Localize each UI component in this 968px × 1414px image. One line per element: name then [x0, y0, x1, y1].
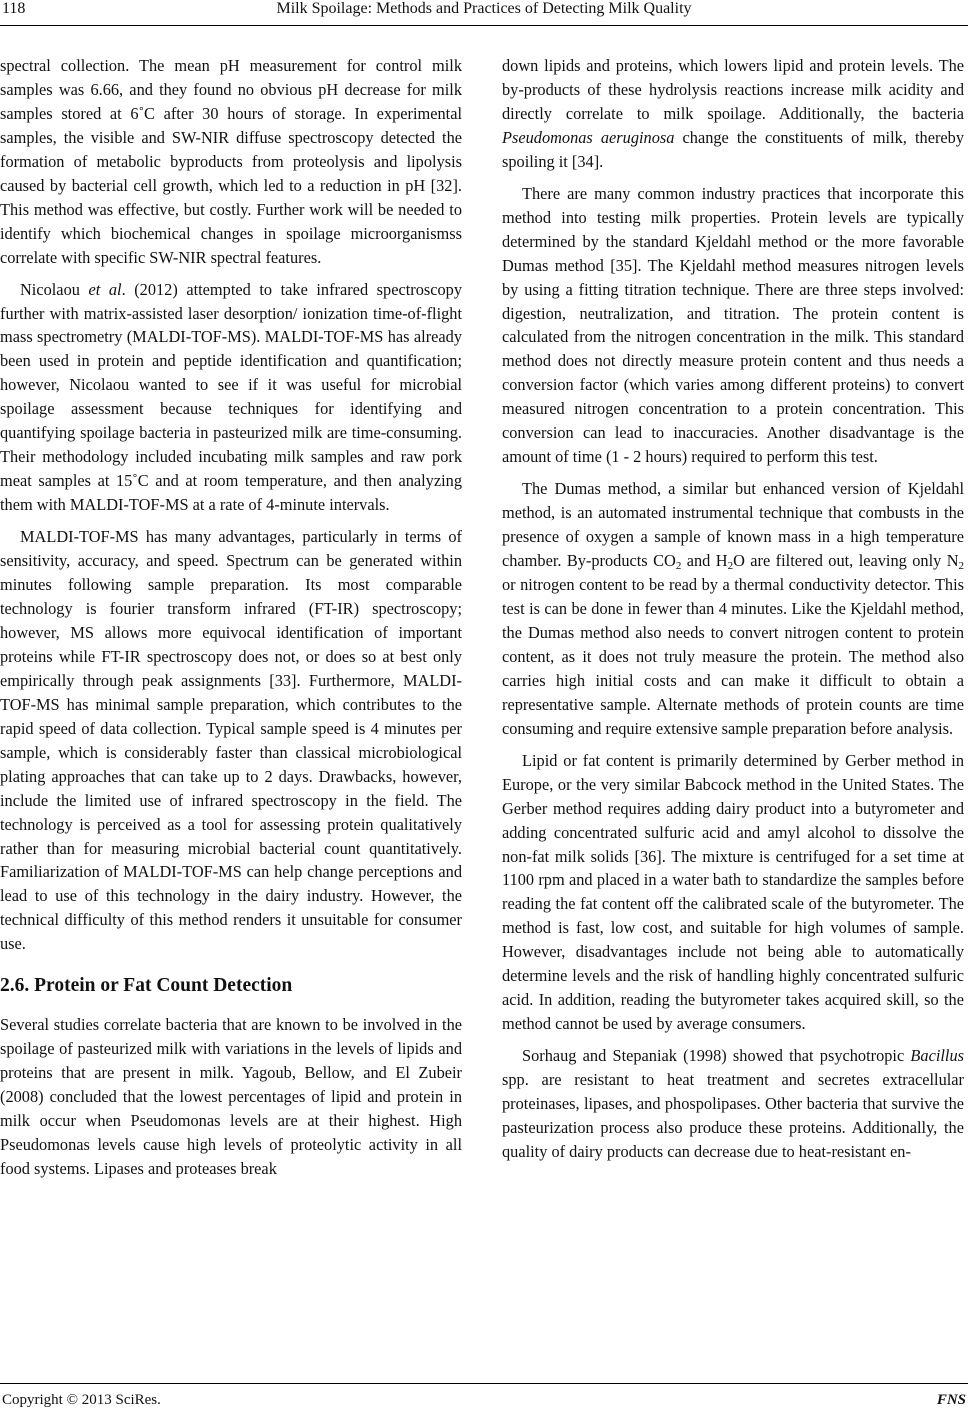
- et-al-italic: et al: [88, 279, 122, 299]
- subscript: 2: [727, 560, 734, 573]
- paragraph-text: spp. are resistant to heat treatment and secretes extracellular proteinases, lipases, and phospolipases. Other bacteria that survive the pasteurization process also produce these proteins. Additionally, the quality of dairy products can decrease due to heat-resistant en-: [502, 1070, 964, 1161]
- paragraph: [502, 477, 964, 740]
- paragraph-text: or nitrogen content to be read by a thermal conductivity detector. This test is can be done in fewer than 4 minutes. Like the Kjeldahl method, the Dumas method also needs to convert nitrogen content to protein content, as it does not truly measure the protein. The method also carries high initial costs and can make it difficult to obtain a representative sample. Alternate methods of protein counts are time consuming and require extensive sample preparation before analysis.: [502, 575, 964, 738]
- species-name: Pseudomonas aeruginosa: [502, 127, 675, 147]
- paragraph-text: and H: [681, 551, 728, 571]
- paragraph: MALDI-TOF-MS has many advantages, particularly in terms of sensitivity, accuracy, and speed. Spectrum can be generated within minutes following sample preparation. Its most comparable technology is fourier transform infrared (FT-IR) spectroscopy; however, MS allows more equivocal identification of important proteins while FT-IR spectroscopy does not, or does so at best only empirically through peak assignments [33]. Furthermore, MALDI-TOF-MS has minimal sample preparation, which contributes to the rapid speed of data collection. Typical sample speed is 4 minutes per sample, which is considerably faster than classical microbiological plating approaches that can take up to 2 days. Drawbacks, however, include the limited use of infrared spectroscopy in the field. The technology is perceived as a tool for assessing protein qualitatively rather than for measuring microbial bacterial count quantitatively. Familiarization of MALDI-TOF-MS can help change perceptions and lead to use of this technology in the dairy industry. However, the technical difficulty of this method renders it unsuitable for consumer use.: [0, 527, 462, 954]
- paragraph-text: O are filtered out, leaving only N: [733, 551, 959, 571]
- paragraph-text: . (2012) attempted to take infrared spectroscopy further with matrix-assisted laser desorption/ ionization time-of-flight mass spectrometry (MALDI-TOF-MS). MALDI-TOF-MS has already been used in protein and peptide identification and quantification; however, Nicolaou wanted to see if it was useful for microbial spoilage assessment because techniques for identifying and quantifying spoilage bacteria in pasteurized milk are time-consuming. Their methodology included incubating milk samples and raw pork meat samples at 15˚C and at room temperature, and then analyzing them with MALDI-TOF-MS at a rate of 4-minute intervals.: [0, 279, 462, 515]
- paragraph-text: change the constituents of milk, thereby spoiling it [34].: [502, 127, 964, 171]
- paragraph: [0, 278, 462, 518]
- subscript: 2: [675, 560, 682, 573]
- copyright-notice: Copyright © 2013 SciRes.: [2, 1392, 161, 1408]
- journal-abbreviation: FNS: [936, 1392, 966, 1408]
- author-name: Nicolaou: [20, 279, 80, 299]
- paragraph: [502, 54, 964, 174]
- running-title: Milk Spoilage: Methods and Practices of Detecting Milk Quality: [276, 0, 692, 17]
- paragraph-text: Sorhaug and Stepaniak (1998) showed that psychotropic: [522, 1046, 911, 1066]
- paragraph-text: down lipids and proteins, which lowers lipid and protein levels. The by-products of these hydrolysis reactions increase milk acidity and directly correlate to milk spoilage. Additionally, the bacteria: [502, 56, 964, 123]
- page-footer: [0, 1383, 968, 1407]
- paragraph: Several studies correlate bacteria that are known to be involved in the spoilage of pasteurized milk with variations in the levels of lipids and proteins that are present in milk. Yagoub, Bellow, and El Zubeir (2008) concluded that the lowest percentages of lipid and protein in milk occur when Pseudomonas levels are at their highest. High Pseudomonas levels cause high levels of proteolytic activity in all food systems. Lipases and proteases break: [0, 1015, 462, 1178]
- page-number: 118: [2, 0, 26, 17]
- paragraph: There are many common industry practices that incorporate this method into testing milk properties. Protein levels are typically determined by the standard Kjeldahl method or the more favorable Dumas method [35]. The Kjeldahl method measures nitrogen levels by using a fitting titration technique. There are three steps involved: digestion, neutralization, and titration. The protein content is calculated from the nitrogen concentration in the milk. This standard method does not directly measure protein content and thus needs a conversion factor (which varies among different proteins) to convert measured nitrogen concentration to a protein concentration. This conversion can lead to inaccuracies. Another disadvantage is the amount of time (1 - 2 hours) required to perform this test.: [502, 183, 964, 467]
- genus-name: Bacillus: [910, 1046, 964, 1066]
- paragraph: Lipid or fat content is primarily determined by Gerber method in Europe, or the very similar Babcock method in the United States. The Gerber method requires adding dairy product into a butyrometer and adding concentrated sulfuric acid and amyl alcohol to dissolve the non-fat milk solids [36]. The mixture is centrifuged for a set time at 1100 rpm and placed in a water bath to standardize the samples before reading the fat content off the calibrated scale of the butyrometer. The method is fast, low cost, and suitable for high volumes of sample. However, disadvantages include not being able to automatically determine levels and the risk of handling highly concentrated sulfuric acid. In addition, reading the butyrometer takes acquired skill, so the method cannot be used by average consumers.: [502, 750, 964, 1034]
- paragraph-text: The Dumas method, a similar but enhanced version of Kjeldahl method, is an automated instrumental technique that combusts in the presence of oxygen a sample of known mass in a high temperature chamber. By-products CO: [502, 479, 964, 571]
- section-heading: 2.6. Protein or Fat Count Detection: [0, 975, 293, 997]
- right-column: [502, 54, 964, 1172]
- paragraph: [502, 1044, 964, 1164]
- page-header: [0, 0, 968, 26]
- header-rule: [0, 25, 968, 26]
- subscript: 2: [958, 560, 965, 573]
- left-column: [0, 54, 462, 1189]
- paragraph: spectral collection. The mean pH measurement for control milk samples was 6.66, and they found no obvious pH decrease for milk samples stored at 6˚C after 30 hours of storage. In experimental samples, the visible and SW-NIR diffuse spectroscopy detected the formation of metabolic byproducts from proteolysis and lipolysis caused by bacterial cell growth, which led to a reduction in pH [32]. This method was effective, but costly. Further work will be needed to identify which biochemical changes in spoilage microorganismss correlate with specific SW-NIR spectral features.: [0, 56, 462, 267]
- footer-rule: [0, 1383, 968, 1384]
